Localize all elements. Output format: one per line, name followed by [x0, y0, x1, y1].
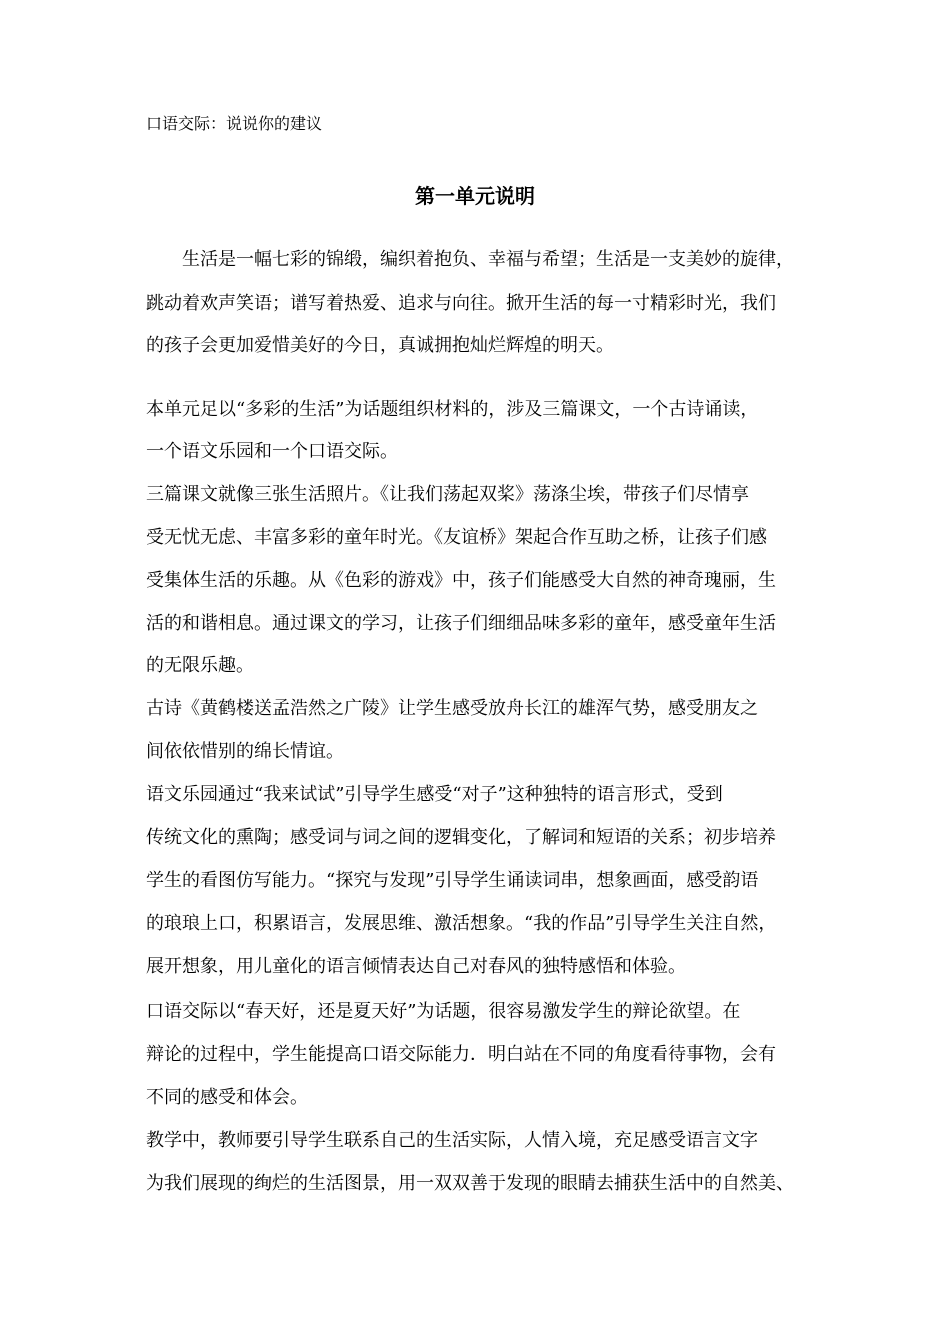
body-line: 口语交际以“春天好，还是夏天好”为话题，很容易激发学生的辩论欲望。在	[146, 1001, 741, 1022]
body-line: 间依依惜别的绵长情谊。	[146, 741, 344, 762]
body-line: 传统文化的熏陶；感受词与词之间的逻辑变化，了解词和短语的关系；初步培养	[146, 827, 776, 848]
body-line: 的无限乐趣。	[146, 655, 254, 676]
body-line: 教学中，教师要引导学生联系自己的生活实际，人情入境，充足感受语言文字	[146, 1130, 758, 1151]
body-line: 受集体生活的乐趣。从《色彩的游戏》中，孩子们能感受大自然的神奇瑰丽，生	[146, 570, 776, 591]
body-line: 跳动着欢声笑语；谱写着热爱、追求与向往。掀开生活的每一寸精彩时光，我们	[146, 293, 776, 314]
header-text: 口语交际：说说你的建议	[146, 114, 323, 133]
body-line: 的孩子会更加爱惜美好的今日，真诚拥抱灿烂辉煌的明天。	[146, 335, 614, 356]
body-line: 不同的感受和体会。	[146, 1087, 308, 1108]
body-line: 古诗《黄鹤楼送孟浩然之广陵》让学生感受放舟长江的雄浑气势，感受朋友之	[146, 698, 758, 719]
body-line: 生活是一幅七彩的锦缎，编织着抱负、幸福与希望；生活是一支美妙的旋律，	[146, 249, 794, 270]
body-line: 为我们展现的绚烂的生活图景，用一双双善于发现的眼睛去捕获生活中的自然美、	[146, 1173, 794, 1194]
body-line: 受无忧无虑、丰富多彩的童年时光。《友谊桥》架起合作互助之桥，让孩子们感	[146, 527, 767, 548]
body-line: 一个语文乐园和一个口语交际。	[146, 441, 398, 462]
body-line: 展开想象，用儿童化的语言倾情表达自己对春风的独特感悟和体验。	[146, 956, 686, 977]
body-line: 三篇课文就像三张生活照片。《让我们荡起双桨》荡涤尘埃，带孩子们尽情享	[146, 484, 749, 505]
page-title: 第一单元说明	[415, 184, 535, 208]
body-line: 活的和谐相息。通过课文的学习，让孩子们细细品味多彩的童年，感受童年生活	[146, 613, 776, 634]
body-line: 学生的看图仿写能力。“探究与发现”引导学生诵读词串，想象画面，感受韵语	[146, 870, 759, 891]
body-line: 本单元足以“多彩的生活”为话题组织材料的，涉及三篇课文，一个古诗诵读，	[146, 399, 759, 420]
body-line: 语文乐园通过“我来试试”引导学生感受“对子”这种独特的语言形式，受到	[146, 784, 723, 805]
body-line: 的琅琅上口，积累语言，发展思维、激活想象。“我的作品”引导学生关注自然，	[146, 913, 777, 934]
body-line: 辩论的过程中，学生能提高口语交际能力．明白站在不同的角度看待事物，会有	[146, 1044, 776, 1065]
